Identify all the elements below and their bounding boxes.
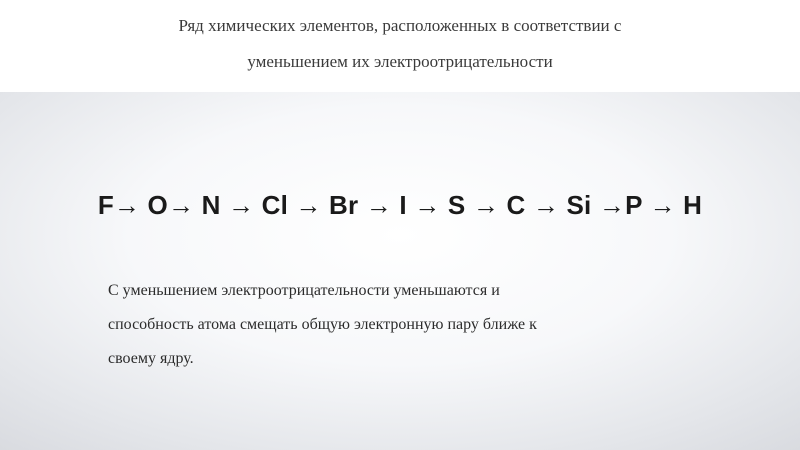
slide-body [0,92,800,450]
description-text [108,274,708,376]
slide-title [0,8,800,80]
description-line: С уменьшением электроотрицательности уменьшаются и [108,282,500,299]
title-band [0,0,800,92]
description-line: способность атома смещать общую электронную пару ближе к [108,316,537,333]
electronegativity-series: F→ O→ N → Cl → Br → I → S → C → Si →P → H [97,190,703,220]
slide-title-line: Ряд химических элементов, расположенных в соответствии с [178,16,622,35]
description-line: своему ядру. [108,350,194,367]
slide-title-line: уменьшением их электроотрицательности [247,52,553,71]
